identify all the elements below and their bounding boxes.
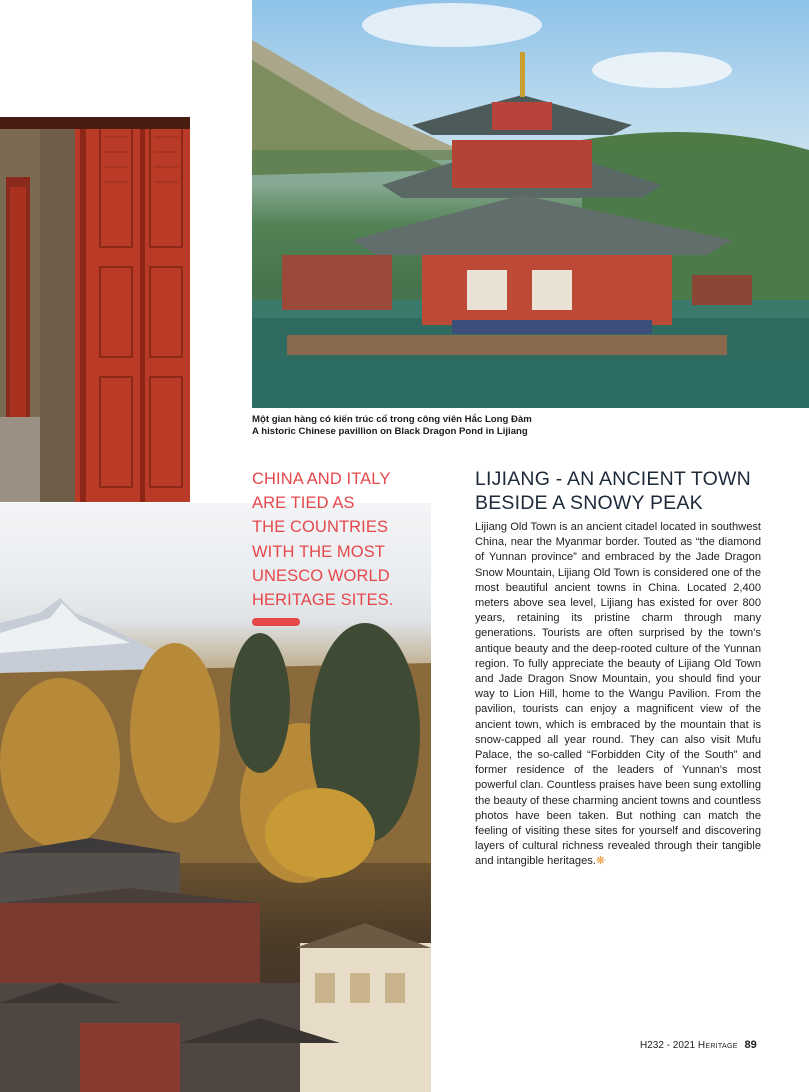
page-number: 89 (744, 1039, 757, 1051)
photo-pavilion-black-dragon-pond (252, 0, 809, 408)
photo-red-wooden-doors (0, 117, 190, 502)
article-body-text: Lijiang Old Town is an ancient citadel located in southwest China, near the Myanmar border. Touted as “the diamond of Yunnan province” and embraced by the Jade Dragon Snow Mountain, Lijiang Old Town is considered one of the most beautiful ancient towns in China. Located 2,400 meters above sea level, Lijiang has existed for over 800 years, retaining its pristine charm through many generations. Tourists are often surprised by the town’s antique beauty and the deep-rooted culture of the Yunnan region. To fully appreciate the beauty of Lijiang Old Town and Jade Dragon Snow Mountain, you should find your way to Lion Hill, home to the Wangu Pavilion. From the pavilion, tourists can enjoy a magnificent view of the ancient town, which is embraced by the mountain that is snow-capped all year round. They can also visit Mufu Palace, the so-called “Forbidden City of the South” and former residence of the leaders of Yunnan’s most powerful clan. Countless praises have been sung extolling the beauty of these charming ancient towns and countless photos have been taken. But nothing can match the feeling of visiting these sites for yourself and discovering layers of cultural richness revealed through their tangible and intangible heritages. (475, 521, 761, 868)
article-title-line: BESIDE A SNOWY PEAK (475, 492, 703, 514)
article-title (475, 467, 795, 515)
leaf-icon: ❋ (595, 855, 606, 868)
pull-quote-line: ARE TIED AS (252, 494, 355, 513)
magazine-name: Heritage (697, 1040, 738, 1051)
pull-quote-line: HERITAGE SITES. (252, 591, 394, 610)
pull-quote-line: CHINA AND ITALY (252, 470, 391, 488)
article-body (475, 520, 761, 870)
page-footer (640, 1039, 757, 1051)
pull-quote-line: WITH THE MOST (252, 542, 385, 561)
pull-quote (252, 467, 427, 612)
photo-caption-vietnamese: Một gian hàng có kiến trúc cổ trong công viên Hắc Long Đàm (252, 414, 532, 425)
photo-caption-english: A historic Chinese pavillion on Black Dragon Pond in Lijiang (252, 426, 528, 437)
pull-quote-line: THE COUNTRIES (252, 518, 389, 537)
pull-quote-line: UNESCO WORLD (252, 566, 390, 585)
pull-quote-accent-bar (252, 618, 300, 626)
article-title-line: LIJIANG - AN ANCIENT TOWN (475, 468, 751, 490)
issue-number: H232 - 2021 (640, 1040, 696, 1051)
